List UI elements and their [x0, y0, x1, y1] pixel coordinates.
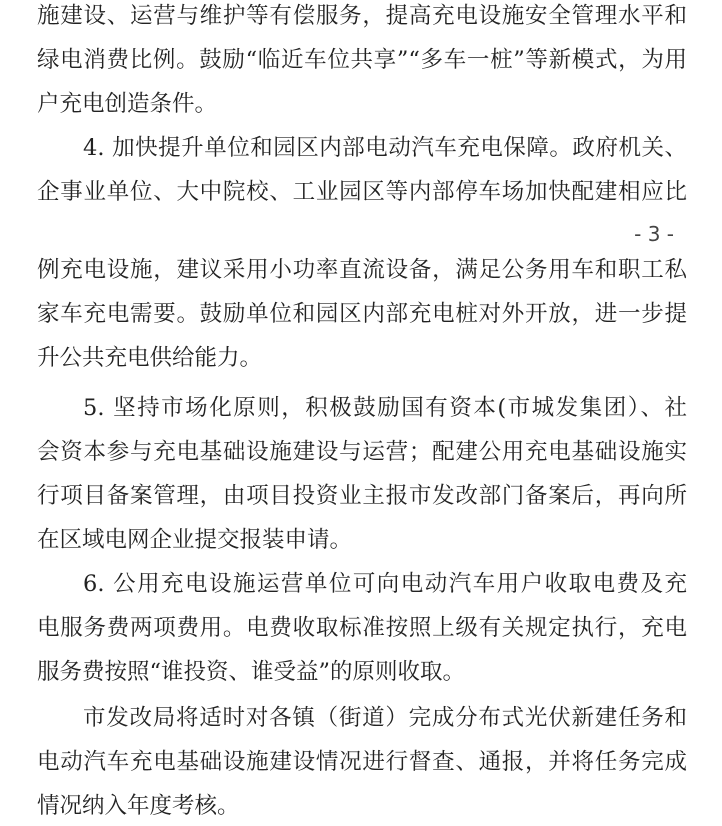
item-5-line: 行项目备案管理，由项目投资业主报市发改部门备案后，再向所: [37, 483, 687, 509]
closing-line: 情况纳入年度考核。: [37, 793, 240, 819]
item-4-line: 4. 加快提升单位和园区内部电动汽车充电保障。政府机关、: [83, 135, 687, 161]
item-4-line: 升公共充电供给能力。: [37, 345, 263, 371]
item-6-line: 6. 公用充电设施运营单位可向电动汽车用户收取电费及充: [83, 571, 687, 597]
item-5-line: 会资本参与充电基础设施建设与运营；配建公用充电基础设施实: [37, 439, 687, 465]
paragraph-intro-line: 户充电创造条件。: [37, 91, 218, 117]
item-4-line: 例充电设施，建议采用小功率直流设备，满足公务用车和职工私: [37, 257, 687, 283]
paragraph-intro-line: 施建设、运营与维护等有偿服务，提高充电设施安全管理水平和: [37, 3, 687, 29]
item-5-line: 5. 坚持市场化原则，积极鼓励国有资本(市城发集团）、社: [83, 395, 687, 421]
closing-line: 电动汽车充电基础设施建设情况进行督查、通报，并将任务完成: [37, 749, 687, 775]
closing-line: 市发改局将适时对各镇（街道）完成分布式光伏新建任务和: [83, 705, 687, 731]
item-5-line: 在区域电网企业提交报装申请。: [37, 527, 353, 553]
paragraph-intro-line: 绿电消费比例。鼓励“临近车位共享”“多车一桩”等新模式，为用: [37, 47, 687, 73]
item-6-line: 电服务费两项费用。电费收取标准按照上级有关规定执行，充电: [37, 615, 687, 641]
item-4-line: 企事业单位、大中院校、工业园区等内部停车场加快配建相应比: [37, 179, 687, 205]
item-6-line: 服务费按照“谁投资、谁受益”的原则收取。: [37, 659, 466, 685]
item-4-line: 家车充电需要。鼓励单位和园区内部充电桩对外开放，进一步提: [37, 301, 687, 327]
page-number: - 3 -: [634, 222, 674, 246]
